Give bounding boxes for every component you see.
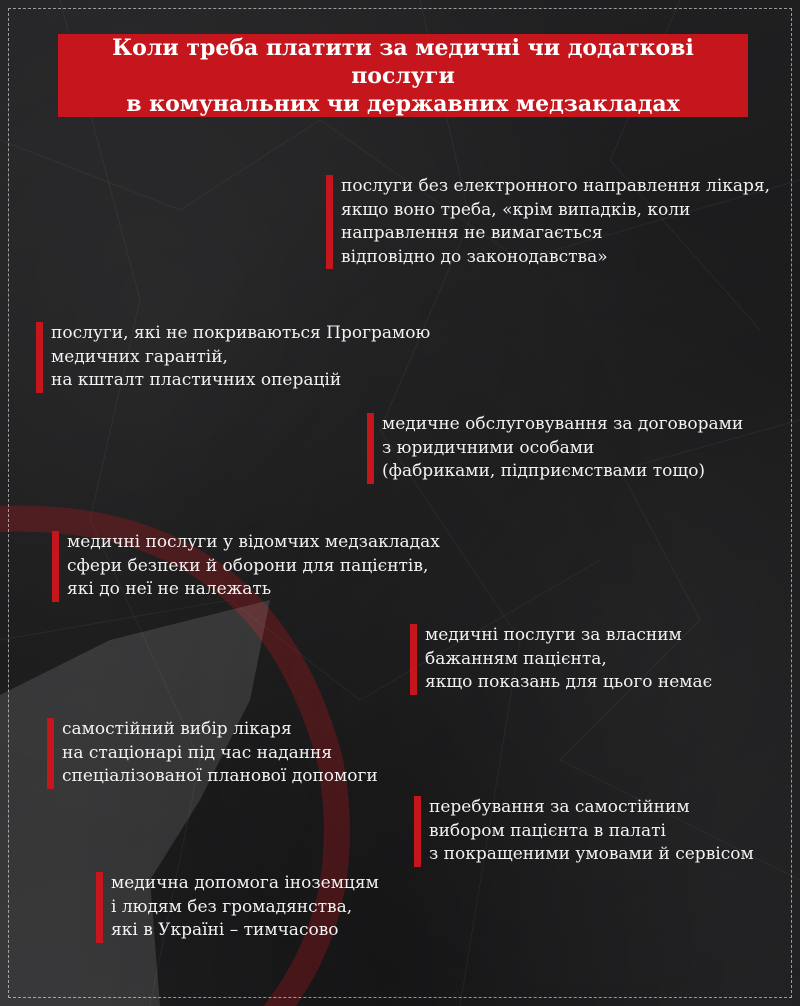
item-line: медичні послуги у відомчих медзакладах <box>67 532 440 552</box>
list-item <box>367 413 743 484</box>
item-line: медичних гарантій, <box>51 346 228 367</box>
list-item <box>36 322 430 393</box>
item-line: на стаціонарі під час надання <box>62 742 333 763</box>
item-line: самостійний вибір лікаря <box>62 719 292 739</box>
item-line: спеціалізованої планової допомоги <box>62 766 378 786</box>
item-line: які до неї не належать <box>67 579 272 599</box>
item-line: перебування за самостійним <box>429 797 690 817</box>
item-line: з покращеними умовами й сервісом <box>429 844 754 864</box>
item-line: послуги, які не покриваються Програмою <box>51 323 431 343</box>
item-line: бажанням пацієнта, <box>425 648 607 669</box>
item-line: з юридичними особами <box>382 437 595 458</box>
list-item <box>47 718 378 789</box>
item-line: сфери безпеки й оборони для пацієнтів, <box>67 555 429 576</box>
item-line: послуги без електронного направлення лікаря, <box>341 176 771 196</box>
list-item <box>414 796 754 867</box>
item-line: направлення не вимагається <box>341 223 603 243</box>
item-line: на кшталт пластичних операцій <box>51 370 342 390</box>
item-line: медичне обслуговування за договорами <box>382 414 744 434</box>
item-line: якщо показань для цього немає <box>425 672 713 692</box>
item-line: якщо воно треба, «крім випадків, коли <box>341 199 691 220</box>
list-item <box>52 531 440 602</box>
item-line: які в Україні – тимчасово <box>111 920 339 940</box>
item-line: відповідно до законодавства» <box>341 246 608 267</box>
item-line: медичні послуги за власним <box>425 625 682 645</box>
item-line: (фабриками, підприємствами тощо) <box>382 461 706 481</box>
title-line-2: в комунальних чи державних медзакладах <box>126 90 680 117</box>
item-line: вибором пацієнта в палаті <box>429 820 666 841</box>
item-line: медична допомога іноземцям <box>111 873 379 893</box>
page-title <box>58 34 748 117</box>
list-item <box>96 872 379 943</box>
item-line: і людям без громадянства, <box>111 896 353 917</box>
title-line-1: Коли треба платити за медичні чи додаткові послуги <box>112 34 694 89</box>
list-item <box>326 175 770 269</box>
list-item <box>410 624 712 695</box>
